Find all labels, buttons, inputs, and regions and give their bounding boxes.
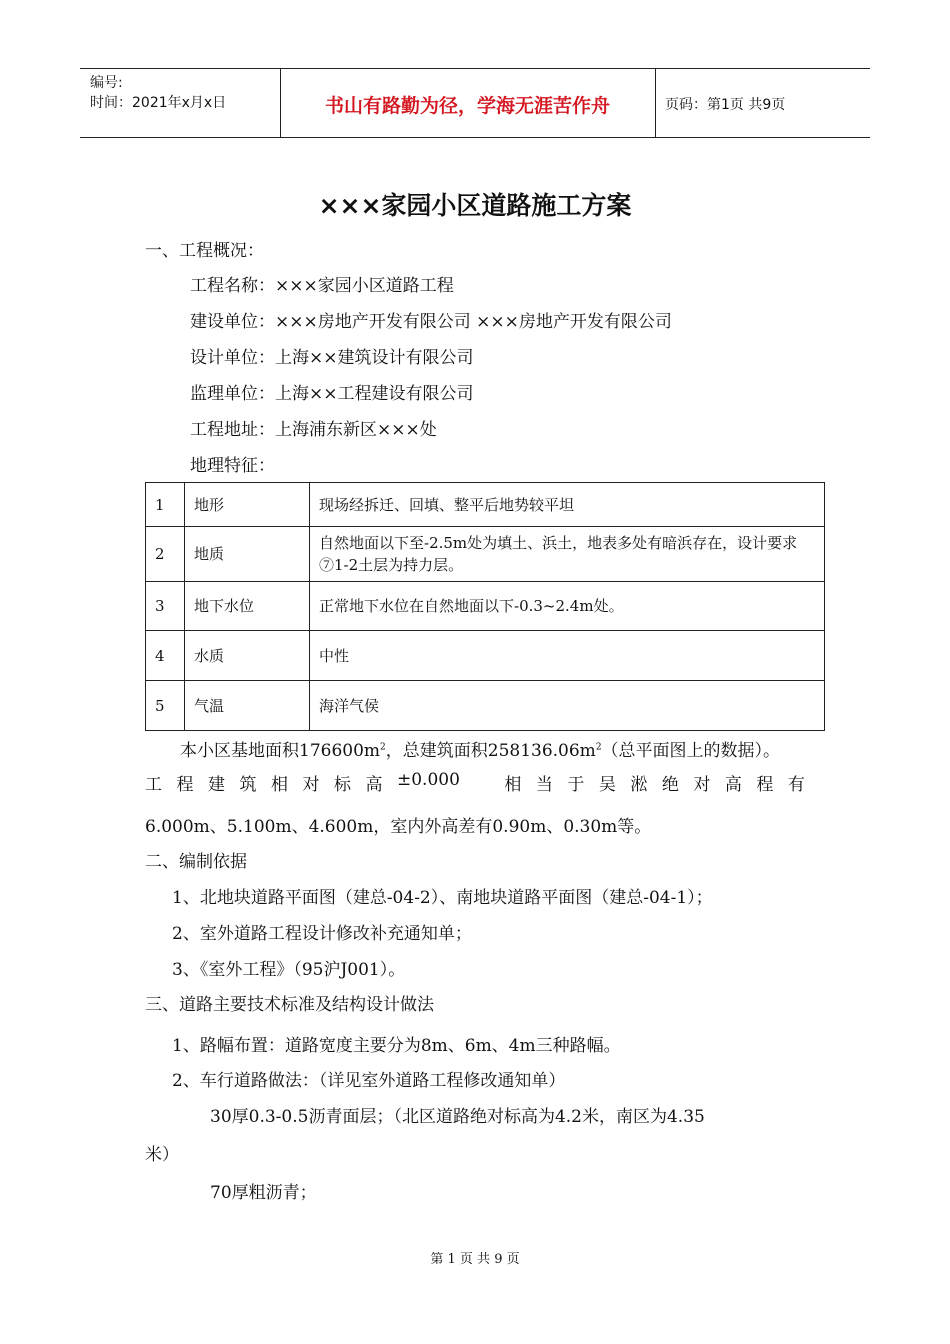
elev-char: 高 bbox=[365, 775, 383, 795]
building-area-text: ，总建筑面积258136.06m bbox=[385, 741, 596, 761]
table-cell-item: 水质 bbox=[185, 631, 310, 681]
table-row bbox=[146, 631, 825, 681]
elev-char: 绝 bbox=[661, 775, 679, 795]
elev-char: ±0.000 bbox=[397, 770, 460, 790]
basis-item-2: 2、室外道路工程设计修改补充通知单； bbox=[172, 924, 472, 944]
table-cell-no: 5 bbox=[146, 681, 185, 731]
project-name-line: 工程名称：×××家园小区道路工程 bbox=[190, 276, 454, 296]
elev-char: 当 bbox=[535, 775, 553, 795]
elev-char: 建 bbox=[208, 775, 225, 795]
elev-char: 工 bbox=[145, 775, 162, 795]
area-paragraph bbox=[180, 736, 780, 761]
table-cell-item: 地形 bbox=[185, 483, 310, 527]
table-cell-desc: 海洋气侯 bbox=[310, 681, 825, 731]
elev-char: 对 bbox=[693, 775, 711, 795]
table-row bbox=[146, 582, 825, 631]
table-row bbox=[146, 483, 825, 527]
header-page-label: 页码：第1页 共9页 bbox=[665, 97, 786, 113]
table-cell-item: 地质 bbox=[185, 527, 310, 582]
standard-item-2: 2、车行道路做法：（详见室外道路工程修改通知单） bbox=[172, 1071, 566, 1091]
elev-char: 对 bbox=[302, 775, 320, 795]
header-meta bbox=[90, 73, 226, 113]
table-cell-no: 2 bbox=[146, 527, 185, 582]
elevation-values: 6.000m、5.100m、4.600m，室内外高差有0.90m、0.30m等。 bbox=[145, 817, 652, 837]
elev-char: 相 bbox=[271, 775, 288, 795]
elev-char: 于 bbox=[567, 775, 585, 795]
table-cell-no: 3 bbox=[146, 582, 185, 631]
table-row bbox=[146, 681, 825, 731]
asphalt-layer-1: 30厚0.3-0.5沥青面层；（北区道路绝对标高为4.2米，南区为4.35 bbox=[210, 1107, 705, 1127]
supervisor-line: 监理单位：上海××工程建设有限公司 bbox=[190, 384, 474, 404]
site-area-text: 本小区基地面积176600m bbox=[180, 741, 381, 761]
section3-heading: 三、道路主要技术标准及结构设计做法 bbox=[145, 995, 434, 1015]
doc-time-label: 时间：2021年x月x日 bbox=[90, 95, 227, 111]
elev-char: 淞 bbox=[630, 775, 648, 795]
geography-table bbox=[145, 482, 825, 731]
geography-label: 地理特征： bbox=[190, 456, 275, 476]
table-cell-no: 4 bbox=[146, 631, 185, 681]
address-line: 工程地址：上海浦东新区×××处 bbox=[190, 420, 437, 440]
standard-item-1: 1、路幅布置：道路宽度主要分为8m、6m、4m三种路幅。 bbox=[172, 1036, 621, 1056]
table-cell-desc: 自然地面以下至-2.5m处为填土、浜土，地表多处有暗浜存在，设计要求⑦1-2土层为持力层。 bbox=[310, 527, 825, 582]
page-header bbox=[80, 68, 870, 138]
sup-2: 2 bbox=[380, 742, 386, 753]
designer-line: 设计单位：上海××建筑设计有限公司 bbox=[190, 348, 474, 368]
section2-heading: 二、编制依据 bbox=[145, 852, 247, 872]
document-title: ×××家园小区道路施工方案 bbox=[318, 191, 632, 220]
table-cell-desc: 现场经拆迁、回填、整平后地势较平坦 bbox=[310, 483, 825, 527]
area-note: （总平面图上的数据）。 bbox=[601, 741, 781, 761]
basis-item-1: 1、北地块道路平面图（建总-04-2）、南地块道路平面图（建总-04-1）； bbox=[172, 888, 713, 908]
elevation-line bbox=[145, 770, 805, 795]
header-motto: 书山有路勤为径，学海无涯苦作舟 bbox=[324, 95, 610, 117]
table-cell-no: 1 bbox=[146, 483, 185, 527]
table-cell-item: 地下水位 bbox=[185, 582, 310, 631]
elev-char: 吴 bbox=[598, 775, 616, 795]
elev-char: 高 bbox=[724, 775, 742, 795]
asphalt-layer-2: 70厚粗沥青； bbox=[210, 1183, 317, 1203]
basis-item-3: 3、《室外工程》（95沪J001）。 bbox=[172, 960, 406, 980]
asphalt-layer-1-cont: 米） bbox=[145, 1145, 179, 1165]
sup-2: 2 bbox=[595, 742, 602, 753]
elev-char: 有 bbox=[787, 775, 805, 795]
doc-number-label: 编号: bbox=[90, 75, 123, 91]
elev-char: 筑 bbox=[239, 775, 257, 795]
builder-line: 建设单位：×××房地产开发有限公司 ×××房地产开发有限公司 bbox=[190, 312, 672, 332]
elev-char: 标 bbox=[334, 775, 351, 795]
page-footer: 第 1 页 共 9 页 bbox=[430, 1252, 520, 1267]
table-cell-desc: 中性 bbox=[310, 631, 825, 681]
elev-char: 相 bbox=[504, 775, 522, 795]
elev-char: 程 bbox=[176, 775, 194, 795]
table-cell-desc: 正常地下水位在自然地面以下-0.3~2.4m处。 bbox=[310, 582, 825, 631]
elev-char: 程 bbox=[756, 775, 774, 795]
section1-heading: 一、工程概况： bbox=[145, 241, 264, 261]
table-cell-item: 气温 bbox=[185, 681, 310, 731]
table-row bbox=[146, 527, 825, 582]
